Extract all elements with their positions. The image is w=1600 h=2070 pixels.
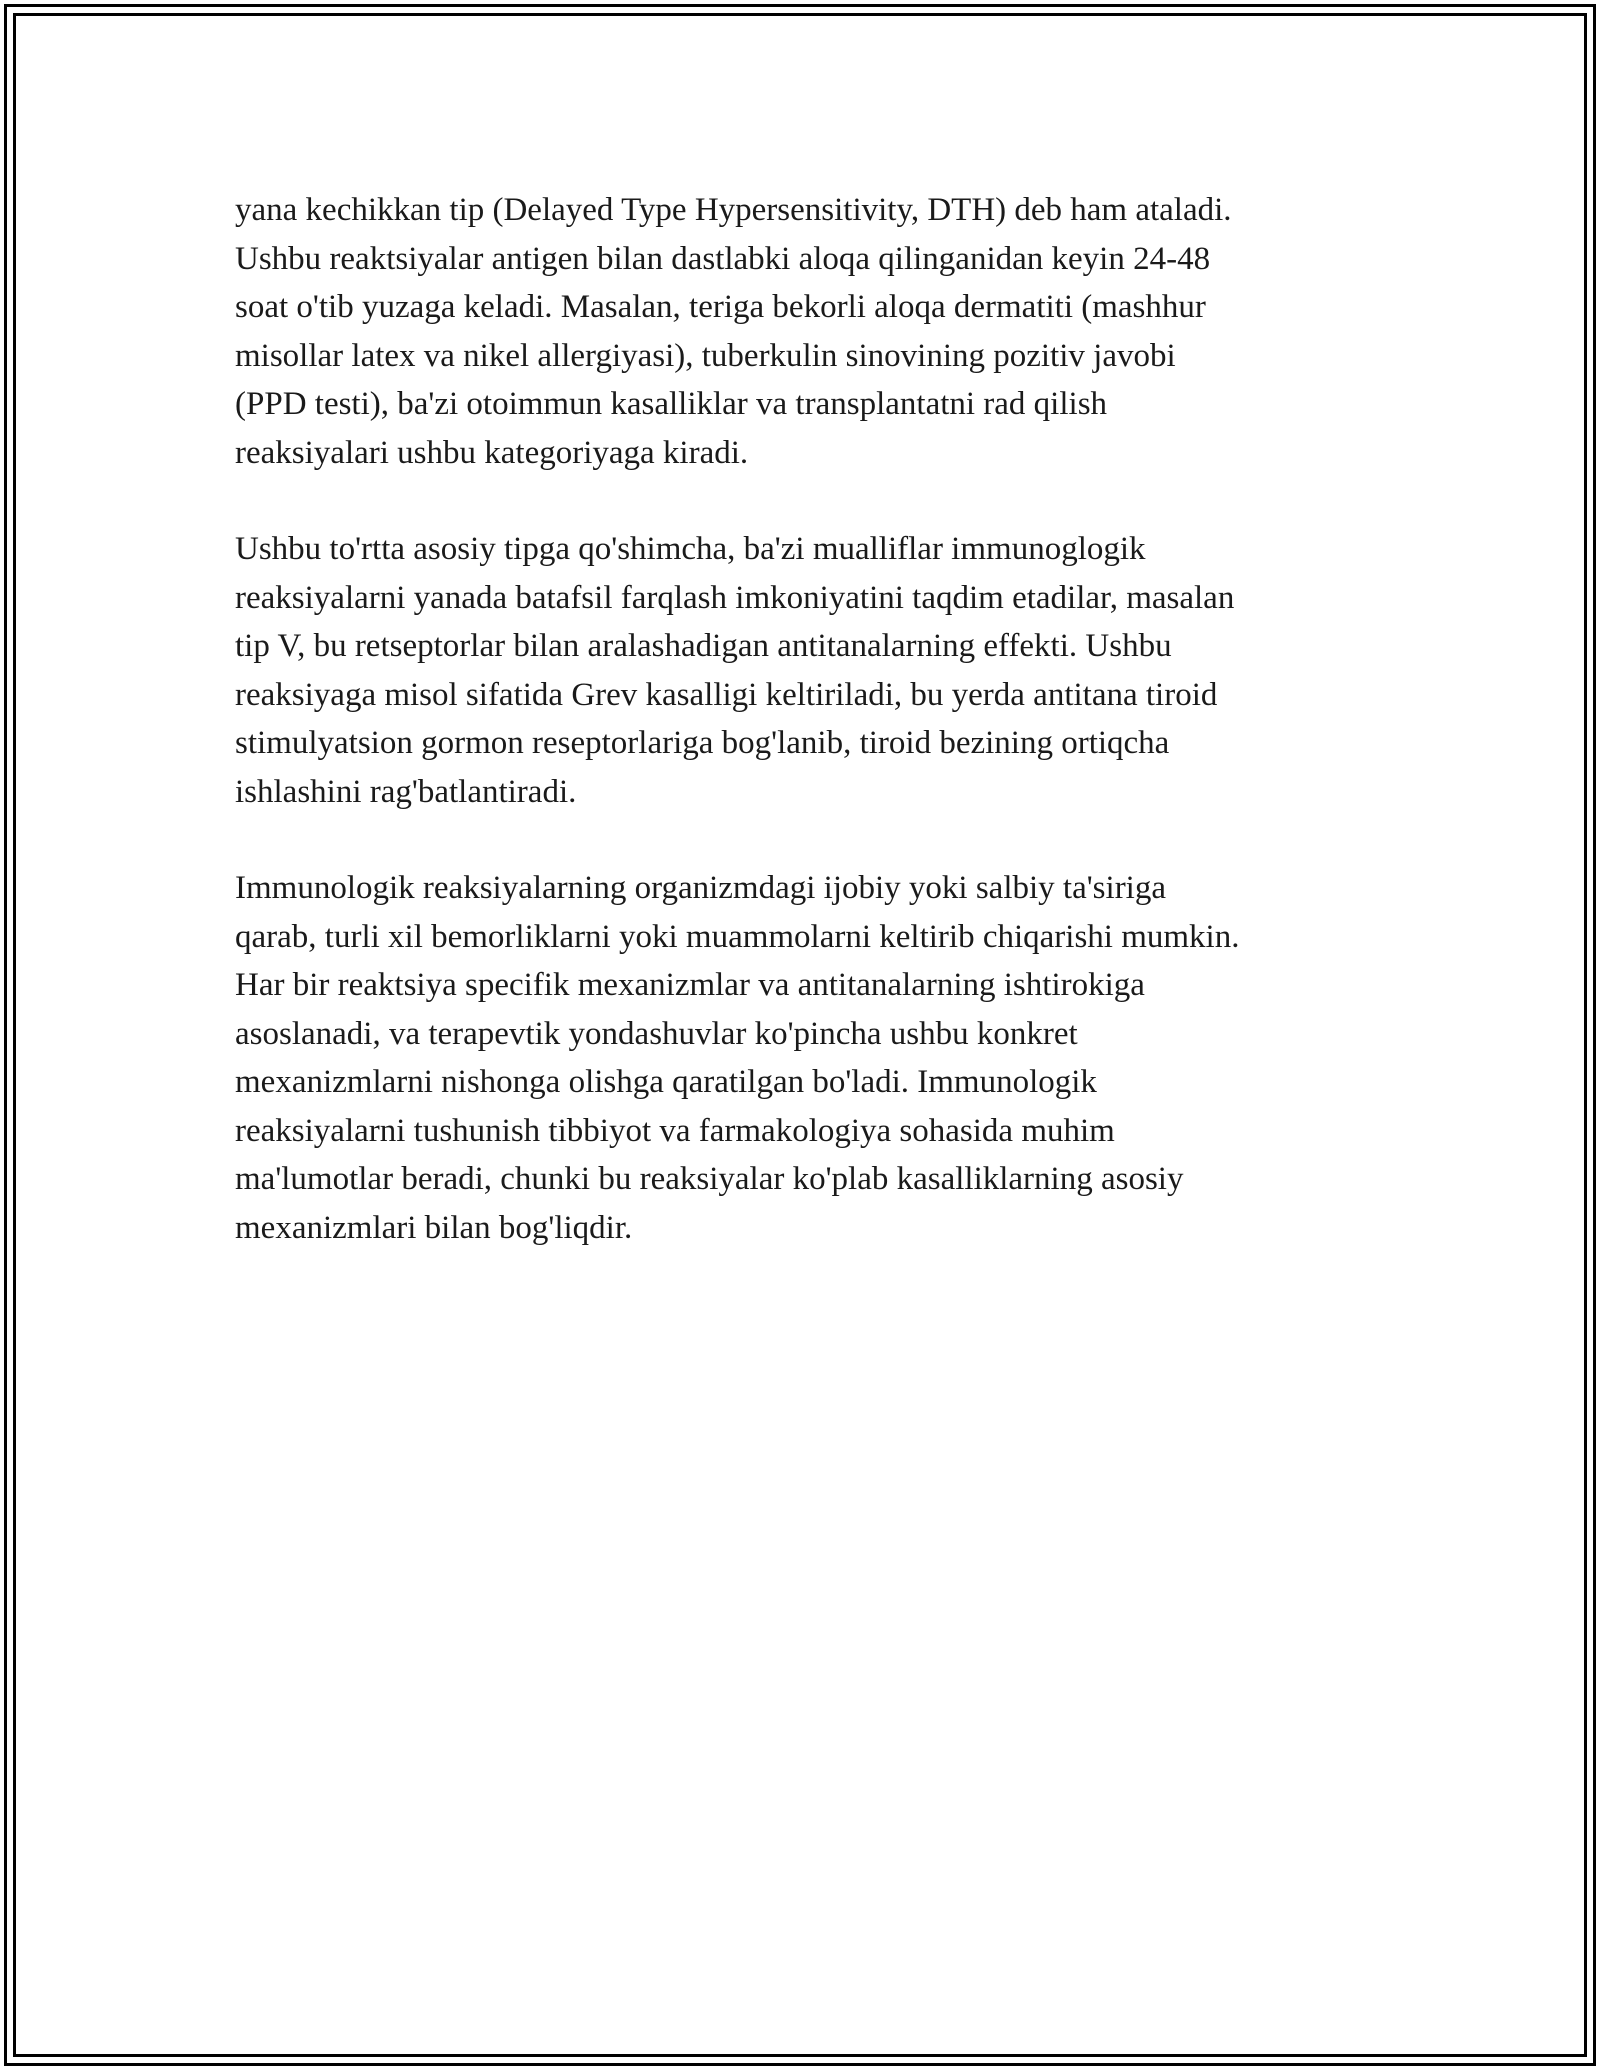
paragraph-dth: yana kechikkan tip (Delayed Type Hypersensitivity, DTH) deb ham ataladi. Ushbu reaktsiyalar antigen bilan dastlabki aloqa qilinganidan keyin 24-48 soat o'tib yuzaga keladi. Masalan, teriga bekorli aloqa dermatiti (mashhur misollar latex va nikel allergiyasi), tuberkulin sinovining pozitiv javobi (PPD testi), ba'zi otoimmun kasalliklar va transplantatni rad qilish reaksiyalari ushbu kategoriyaga kiradi. (235, 192, 1232, 471)
paragraph-type-v: Ushbu to'rtta asosiy tipga qo'shimcha, ba'zi mualliflar immunoglogik reaksiyalarni yanada batafsil farqlash imkoniyatini taqdim etadilar, masalan tip V, bu retseptorlar bilan aralashadigan antitanalarning effekti. Ushbu reaksiyaga misol sifatida Grev kasalligi keltiriladi, bu yerda antitana tiroid stimulyatsion gormon reseptorlariga bog'lanib, tiroid bezining ortiqcha ishlashini rag'batlantiradi. (235, 531, 1235, 810)
document-body (235, 186, 1375, 1300)
paragraph-conclusion: Immunologik reaksiyalarning organizmdagi ijobiy yoki salbiy ta'siriga qarab, turli xil bemorliklarni yoki muammolarni keltirib chiqarishi mumkin. Har bir reaktsiya specifik mexanizmlar va antitanalarning ishtirokiga asoslanadi, va terapevtik yondashuvlar ko'pincha ushbu konkret mexanizmlarni nishonga olishga qaratilgan bo'ladi. Immunologik reaksiyalarni tushunish tibbiyot va farmakologiya sohasida muhim ma'lumotlar beradi, chunki bu reaksiyalar ko'plab kasalliklarning asosiy mexanizmlari bilan bog'liqdir. (235, 870, 1240, 1246)
